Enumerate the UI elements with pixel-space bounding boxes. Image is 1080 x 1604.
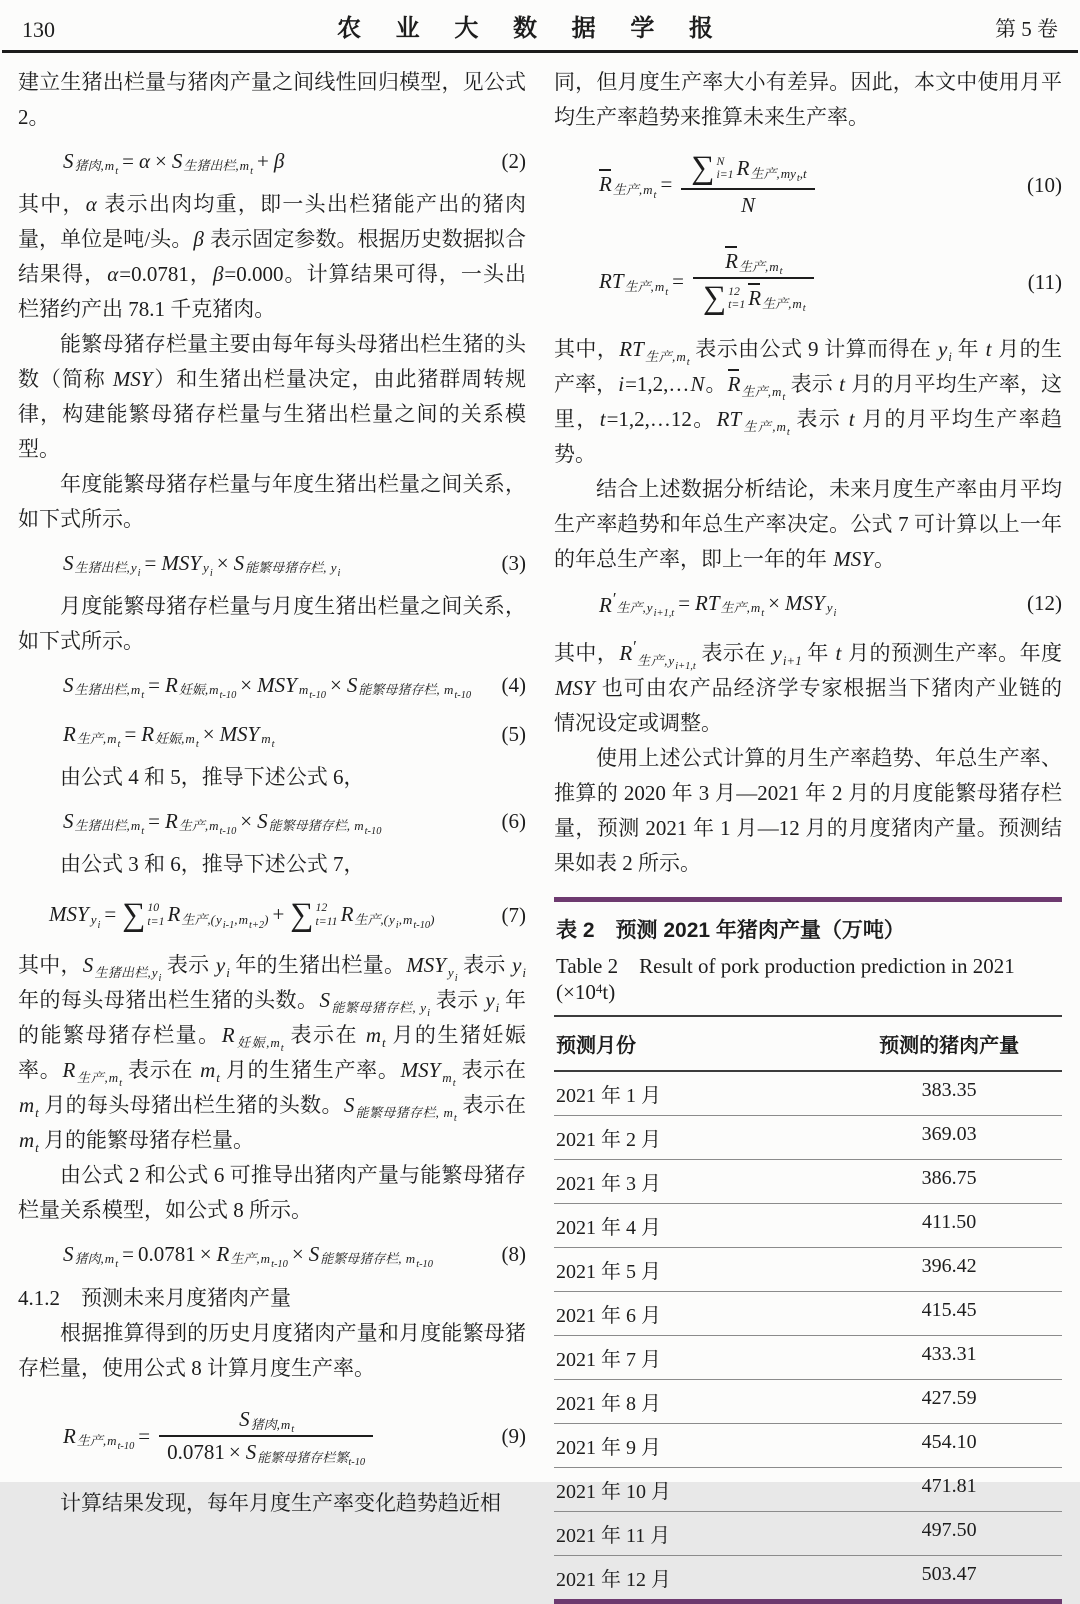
page-header	[2, 0, 1078, 53]
cell-value: 433.31	[921, 1343, 977, 1365]
formula-6: S 生猪出栏$,m_t$ = R 生产$,m_{t-10}$ × S 能繁母猪存栏, $m_{t-10}$ (6)	[63, 808, 526, 837]
table-2	[554, 897, 1062, 1604]
table-row	[554, 1116, 1062, 1160]
right-column	[554, 65, 1062, 1604]
cell-value: 471.81	[921, 1475, 977, 1497]
table-row	[554, 1512, 1062, 1556]
journal-title: 农 业 大 数 据 学 报	[336, 15, 727, 42]
cell-value: 503.47	[921, 1563, 977, 1585]
cell-month: 2021 年 5 月	[556, 1261, 661, 1283]
paragraph-p9: 由公式 2 和公式 6 可推导出猪肉产量与能繁母猪存栏量关系模型，如公式 8 所示。	[18, 1163, 526, 1222]
paragraph-p6: 由公式 4 和 5，推导下述公式 6，	[60, 765, 365, 789]
paragraph-q1: 同，但月度生产率大小有差异。因此，本文中使用月平均生产率趋势来推算未来生产率。	[554, 70, 1062, 129]
volume-label: 第 5 卷	[994, 17, 1058, 41]
cell-value: 386.75	[921, 1167, 977, 1189]
equation-number-9: (9)	[501, 1423, 526, 1448]
cell-value: 369.03	[921, 1123, 977, 1145]
formula-12: R′ 生产$,y_{i+1,t}$ = RT 生产$,m_t$ × MSY $y_i$ (12)	[599, 588, 1062, 619]
cell-month: 2021 年 1 月	[556, 1085, 661, 1107]
table-row	[554, 1556, 1062, 1599]
table-row	[554, 1204, 1062, 1248]
paragraph-p4: 年度能繁母猪存栏量与年度生猪出栏量之间关系，如下式所示。	[18, 472, 526, 531]
table-caption-cn: 表 2 预测 2021 年猪肉产量（万吨）	[556, 919, 905, 942]
cell-month: 2021 年 4 月	[556, 1217, 661, 1239]
table-row	[554, 1248, 1062, 1292]
table-row	[554, 1160, 1062, 1204]
cell-month: 2021 年 8 月	[556, 1393, 661, 1415]
formula-11: RT 生产$,m_t$ = R 生产$,m_t$ ∑ 12 t=1 R 生产$,m_t$ (11)	[554, 235, 1062, 329]
paragraph-q4: 其中，$R'_{生产,y_{i+1,t}}$ 表示在 $y_{i+1}$ 年 t 月的预测生产率。年度 MSY 也可由农产品经济学专家根据当下猪肉产业链的情况设定或调整。	[554, 637, 1063, 735]
cell-month: 2021 年 11 月	[556, 1525, 671, 1547]
paragraph-p8: 其中，$S_{生猪出栏,y_i}$ 表示 $y_i$ 年的生猪出栏量。MSY $_{y_i}$ 表示 $y_i$ 年的每头母猪出栏生猪的头数。$S_{能繁母猪存栏, y_i}$ 表示 $y_i$ 年的能繁母猪存栏量。$R_{妊娠,m_t}$ 表示在 $m_t$ 月的生猪妊娠率。$R_{生产,m_t}$ 表示在 $m_t$ 月的生猪生产率。MSY $_{m_t}$ 表示在 $m_t$ 月的每头母猪出栏生猪的头数。$S_{能繁母猪存栏, m_t}$ 表示在 $m_t$ 月的能繁母猪存栏量。	[18, 953, 527, 1156]
cell-value: 415.45	[921, 1299, 977, 1321]
formula-3: S 生猪出栏$,y_i$ = MSY $y_i$ × S 能繁母猪存栏, $y_i$ (3)	[63, 550, 526, 579]
table-caption-en: Table 2 Result of pork production prediction in 2021 $(\times 10^4t)$	[554, 948, 1062, 1017]
cell-month: 2021 年 7 月	[556, 1349, 661, 1371]
two-column-body	[0, 53, 1080, 1604]
paragraph-p3: 能繁母猪存栏量主要由每年每头母猪出栏生猪的头数（简称 MSY）和生猪出栏量决定，由此猪群周转规律，构建能繁母猪存栏量与生猪出栏量之间的关系模型。	[18, 332, 527, 461]
table-row	[554, 1380, 1062, 1424]
cell-month: 2021 年 9 月	[556, 1437, 661, 1459]
column-header-value: 预测的猪肉产量	[879, 1035, 1020, 1057]
formula-4: S 生猪出栏$,m_t$ = R 妊娠$,m_{t-10}$ × MSY $m_{t-10}$ × S 能繁母猪存栏, $m_{t-10}$ (4)	[63, 672, 526, 701]
paragraph-p7: 由公式 3 和 6，推导下述公式 7，	[60, 852, 365, 876]
equation-number-7: (7)	[501, 902, 526, 927]
equation-number-10: (10)	[1027, 172, 1062, 197]
table-body	[554, 1072, 1062, 1599]
paragraph-q5: 使用上述公式计算的月生产率趋势、年总生产率、推算的 2020 年 3 月—2021 年 2 月的月度能繁母猪存栏量，预测 2021 年 1 月—12 月的月度猪肉产量。预测结果如表 2 所示。	[554, 746, 1062, 875]
table-bottom-bar	[554, 1599, 1062, 1604]
cell-value: 497.50	[921, 1519, 977, 1541]
cell-month: 2021 年 2 月	[556, 1129, 661, 1151]
equation-number-3: (3)	[501, 550, 526, 575]
equation-number-8: (8)	[501, 1241, 526, 1266]
equation-number-5: (5)	[501, 721, 526, 746]
equation-number-4: (4)	[501, 672, 526, 697]
left-column	[18, 65, 526, 1604]
formula-5: R 生产$,m_t$ = R 妊娠$,m_t$ × MSY $m_t$ (5)	[63, 721, 526, 750]
paragraph-p2: 其中，α 表示出肉均重，即一头出栏猪能产出的猪肉量，单位是吨/头。β 表示固定参数。根据历史数据拟合结果得，α=0.0781，β=0.000。计算结果可得，一头出栏猪约产出 78.1 千克猪肉。	[18, 192, 527, 321]
page-number: 130	[22, 17, 55, 42]
formula-2: S 猪肉$,m_t$ = α × S 生猪出栏$,m_t$ + β (2)	[63, 148, 526, 177]
cell-month: 2021 年 3 月	[556, 1173, 661, 1195]
table-row	[554, 1468, 1062, 1512]
paragraph-q2: 其中，$RT_{生产,m_t}$ 表示由公式 9 计算而得在 $y_i$ 年 t 月的生产率，i=1,2,…N。$R_{生产,m_t}$ 表示 t 月的月平均生产率，这里，t=1,2,…12。$RT_{生产,m_t}$ 表示 t 月的月平均生产率趋势。	[554, 337, 1063, 466]
cell-value: 427.59	[921, 1387, 977, 1409]
formula-10: R 生产$,m_t$ = ∑ N i=1 R 生产$,my_t,t$ N (10)	[599, 150, 1062, 217]
cell-value: 454.10	[921, 1431, 977, 1453]
section-heading-412: 4.1.2 预测未来月度猪肉产量	[18, 1286, 291, 1310]
cell-value: 396.42	[921, 1255, 977, 1277]
paragraph-p11: 计算结果发现，每年月度生产率变化趋势趋近相	[60, 1491, 501, 1515]
table-row	[554, 1424, 1062, 1468]
paragraph-p10: 根据推算得到的历史月度猪肉产量和月度能繁母猪存栏量，使用公式 8 计算月度生产率。	[18, 1321, 526, 1380]
paragraph-p5: 月度能繁母猪存栏量与月度生猪出栏量之间关系，如下式所示。	[18, 594, 526, 653]
formula-9: R 生产$,m_{t-10}$ = S 猪肉$,m_t$ 0.0781 × S 能繁母猪存栏繁$_{t-10}$ (9)	[18, 1389, 526, 1483]
equation-number-6: (6)	[501, 808, 526, 833]
paragraph-p1: 建立生猪出栏量与猪肉产量之间线性回归模型，见公式 2。	[18, 70, 526, 129]
cell-value: 411.50	[921, 1211, 977, 1233]
cell-month: 2021 年 12 月	[556, 1569, 671, 1591]
table-row	[554, 1292, 1062, 1336]
table-row	[554, 1072, 1062, 1116]
equation-number-2: (2)	[501, 148, 526, 173]
paragraph-q3: 结合上述数据分析结论，未来月度生产率由月平均生产率趋势和年总生产率决定。公式 7 可计算以上一年的年总生产率，即上一年的年 MSY。	[554, 477, 1062, 571]
formula-7: MSY $y_i$ = ∑ 10 t=1 R 生产$,(y_{i-1},m_{t+2})$ + ∑ 12 t=11 R 生产$,(y_i,m_{t-10})$ (7)	[49, 896, 526, 933]
table-row	[554, 1336, 1062, 1380]
table-header-row	[554, 1017, 1062, 1072]
equation-number-11: (11)	[1027, 269, 1062, 294]
column-header-month: 预测月份	[556, 1035, 636, 1057]
cell-month: 2021 年 6 月	[556, 1305, 661, 1327]
equation-number-12: (12)	[1027, 590, 1062, 615]
cell-month: 2021 年 10 月	[556, 1481, 671, 1503]
cell-value: 383.35	[921, 1079, 977, 1101]
formula-8: S 猪肉$,m_t$ = 0.0781 × R 生产$,m_{t-10}$ × S 能繁母猪存栏, $m_{t-10}$ (8)	[63, 1241, 526, 1270]
